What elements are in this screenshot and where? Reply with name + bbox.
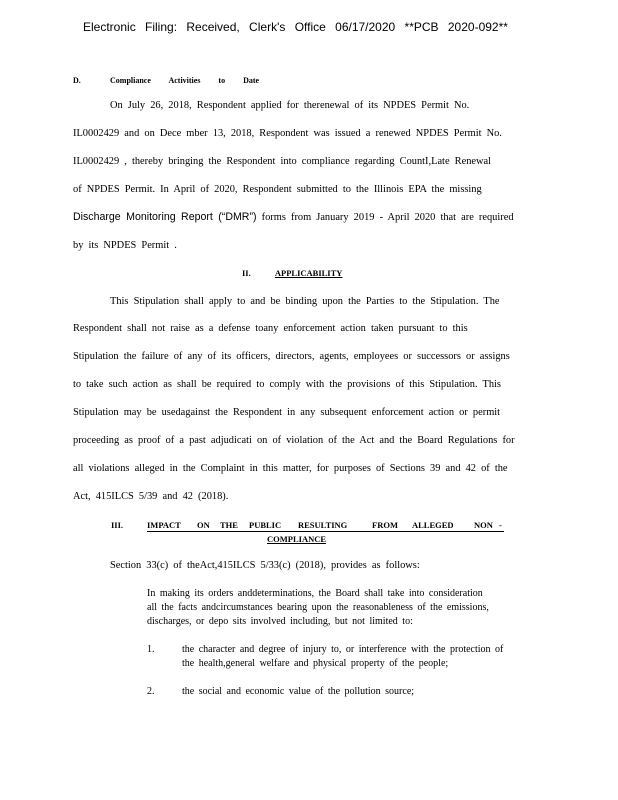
section-iii-title-word: RESULTING	[298, 520, 348, 530]
section-iii-title-word: IMPACT	[147, 520, 181, 530]
section-iii-title-word: THE	[220, 520, 238, 530]
section-iii-title-word: ON	[197, 520, 210, 530]
section-iii-title-word: ALLEGED	[412, 520, 454, 530]
section-ii-line: proceeding as proof of a past adjudicati on of violation of the Act and the Board Regulations for	[73, 435, 515, 446]
section-d-line: IL0002429 , thereby bringing the Respondent into compliance regarding CountI,Late Renewal	[73, 156, 492, 167]
filing-header: Electronic Filing: Received, Clerk's Office 06/17/2020 **PCB 2020-092**	[83, 20, 508, 34]
dmr-term: Discharge Monitoring Report (“DMR”)	[73, 211, 257, 223]
section-iii-title-word: PUBLIC	[249, 520, 282, 530]
quote-line: In making its orders anddeterminations, the Board shall take into consideration	[147, 588, 483, 599]
section-iii-title-line2: COMPLIANCE	[267, 534, 327, 544]
section-ii-numeral: II.	[242, 268, 251, 278]
section-d-label: D.	[73, 76, 81, 85]
section-d-line: On July 26, 2018, Respondent applied for therenewal of its NPDES Permit No.	[110, 100, 470, 111]
section-iii-title-word: NON	[474, 520, 493, 530]
quote-line: all the facts andcircumstances bearing upon the reasonableness of the emissions,	[147, 602, 489, 613]
section-d-line	[73, 211, 514, 223]
item-number: 1.	[147, 644, 155, 655]
section-ii-line: Act, 415ILCS 5/39 and 42 (2018).	[73, 491, 229, 502]
item-line: the character and degree of injury to, or interference with the protection of	[182, 644, 504, 655]
section-iii-intro-line: Section 33(c) of theAct,415ILCS 5/33(c) (2018), provides as follows:	[110, 560, 420, 571]
section-d-heading	[73, 76, 260, 85]
section-d-line-tail: forms from January 2019 - April 2020 that are required	[261, 212, 514, 223]
section-ii-line: Stipulation the failure of any of its officers, directors, agents, employees or successors or assigns	[73, 351, 510, 362]
quote-line: discharges, or depo sits involved including, but not limited to:	[147, 616, 413, 627]
section-d-line: by its NPDES Permit .	[73, 240, 177, 251]
section-ii-heading	[242, 268, 386, 278]
section-ii-line: all violations alleged in the Complaint in this matter, for purposes of Sections 39 and 42 of the	[73, 463, 508, 474]
section-iii-title-word: -	[499, 520, 502, 530]
item-line: the health,general welfare and physical property of the people;	[182, 658, 449, 669]
section-ii-line: This Stipulation shall apply to and be binding upon the Parties to the Stipulation. The	[110, 296, 500, 307]
section-iii-numeral: III.	[111, 520, 124, 530]
section-ii-title: APPLICABILITY	[274, 268, 343, 278]
item-number: 2.	[147, 686, 155, 697]
section-ii-line: to take such action as shall be required to comply with the provisions of this Stipulation. This	[73, 379, 501, 390]
section-d-line: IL0002429 and on Dece mber 13, 2018, Respondent was issued a renewed NPDES Permit No.	[73, 128, 502, 139]
section-d-line: of NPDES Permit. In April of 2020, Respondent submitted to the Illinois EPA the missing	[73, 184, 482, 195]
section-iii-title	[147, 520, 504, 532]
section-d-title: Compliance Activities to Date	[110, 76, 260, 85]
section-ii-line: Respondent shall not raise as a defense toany enforcement action taken pursuant to this	[73, 323, 468, 334]
section-ii-line: Stipulation may be usedagainst the Respondent in any subsequent enforcement action or permit	[73, 407, 501, 418]
item-line: the social and economic value of the pollution source;	[182, 686, 415, 697]
section-iii-title-word: FROM	[372, 520, 398, 530]
